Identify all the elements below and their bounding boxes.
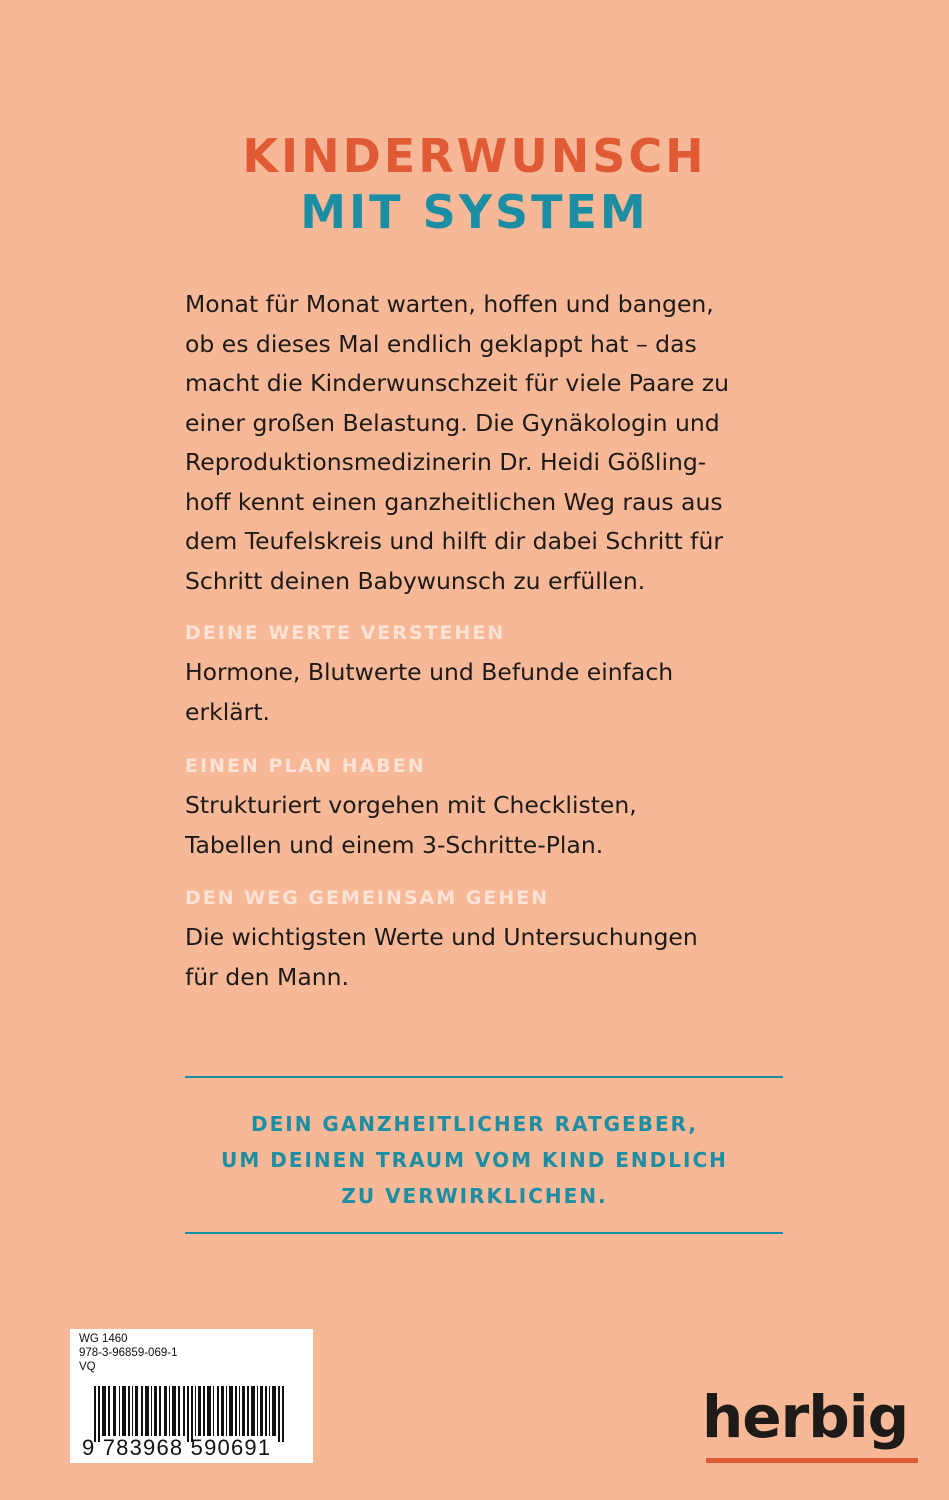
tagline-line: UM DEINEN TRAUM VOM KIND ENDLICH bbox=[221, 1148, 728, 1172]
section-line: Hormone, Blutwerte und Befunde einfach bbox=[185, 658, 674, 686]
barcode-bars bbox=[94, 1386, 294, 1442]
intro-line: Reproduktionsmedizinerin Dr. Heidi Gößling- bbox=[185, 448, 707, 476]
section-heading-weg: DEN WEG GEMEINSAM GEHEN bbox=[185, 887, 550, 909]
intro-line: einer großen Belastung. Die Gynäkologin und bbox=[185, 408, 720, 437]
section-line: Die wichtigsten Werte und Untersuchungen bbox=[185, 923, 698, 951]
tagline bbox=[0, 1106, 949, 1214]
section-body-werte bbox=[185, 653, 673, 732]
divider-bottom bbox=[185, 1232, 783, 1234]
intro-line: macht die Kinderwunschzeit für viele Paare zu bbox=[185, 369, 729, 397]
tagline-line: ZU VERWIRKLICHEN. bbox=[341, 1184, 608, 1208]
section-line: für den Mann. bbox=[185, 962, 349, 991]
intro-line: Schritt deinen Babywunsch zu erfüllen. bbox=[185, 566, 646, 595]
section-line: erklärt. bbox=[185, 697, 271, 726]
intro-line: hoff kennt einen ganzheitlichen Weg raus aus bbox=[185, 487, 723, 516]
section-body-weg bbox=[185, 918, 698, 997]
intro-line: dem Teufelskreis und hilft dir dabei Schritt für bbox=[185, 527, 723, 555]
section-line: Tabellen und einem 3-Schritte-Plan. bbox=[185, 830, 604, 859]
divider-top bbox=[185, 1076, 783, 1078]
intro-line: Monat für Monat warten, hoffen und bangen, bbox=[185, 290, 714, 318]
title-line-1: KINDERWUNSCH bbox=[242, 129, 707, 183]
publisher-logo: herbig bbox=[702, 1383, 909, 1451]
barcode-digits: 9 783968 590691 bbox=[82, 1435, 272, 1460]
section-heading-werte: DEINE WERTE VERSTEHEN bbox=[185, 622, 506, 644]
section-heading-plan: EINEN PLAN HABEN bbox=[185, 755, 426, 777]
intro-text bbox=[185, 285, 785, 601]
barcode-label bbox=[70, 1329, 313, 1463]
title-line-2: MIT SYSTEM bbox=[300, 185, 649, 239]
intro-line: ob es dieses Mal endlich geklappt hat – das bbox=[185, 329, 697, 358]
logo-underline bbox=[706, 1458, 918, 1463]
section-line: Strukturiert vorgehen mit Checklisten, bbox=[185, 791, 637, 819]
barcode-isbn: 978-3-96859-069-1 bbox=[79, 1347, 178, 1359]
tagline-line: DEIN GANZHEITLICHER RATGEBER, bbox=[251, 1112, 698, 1136]
barcode-code: VQ bbox=[79, 1361, 96, 1373]
barcode-wg: WG 1460 bbox=[79, 1333, 128, 1345]
section-body-plan bbox=[185, 786, 637, 865]
